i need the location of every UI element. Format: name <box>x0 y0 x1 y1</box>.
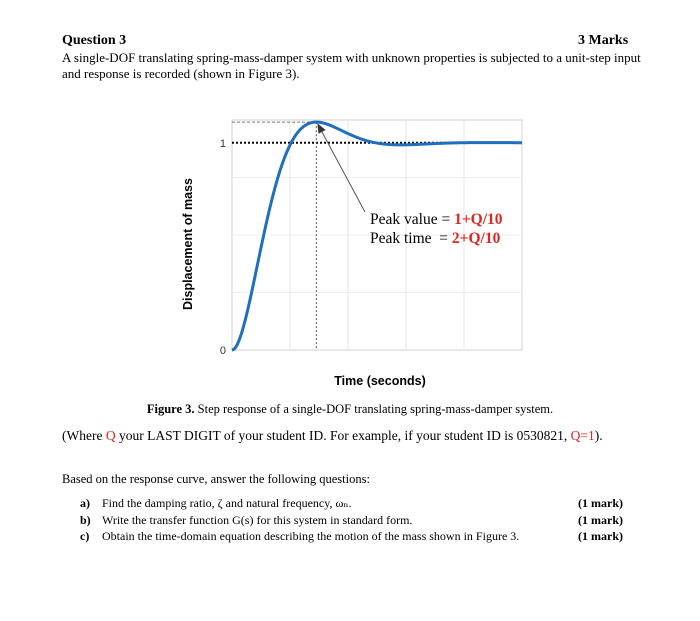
subquestion-a-mark: (1 mark) <box>578 496 623 510</box>
peak-time-label: Peak time = <box>370 230 452 247</box>
subquestion-text: Find the damping ratio, ζ and natural frequency, ωₙ. <box>102 496 352 510</box>
intro-line-2: and response is recorded (shown in Figure 3). <box>62 66 300 81</box>
subquestion-text: Write the transfer function G(s) for this system in standard form. <box>102 513 413 527</box>
figure-caption <box>0 402 700 417</box>
where-part2: your LAST DIGIT of your student ID. For example, if your student ID is 0530821, <box>115 428 571 443</box>
peak-time-expr: 2+Q/10 <box>451 230 501 247</box>
subquestion-c <box>80 529 519 544</box>
subquestion-c-mark: (1 mark) <box>578 529 623 543</box>
intro-line-1: A single-DOF translating spring-mass-damper system with unknown properties is subjected to a unit-step input <box>62 50 641 65</box>
subquestion-b <box>80 513 412 528</box>
where-part3: ). <box>594 428 603 443</box>
figure-caption-text: Step response of a single-DOF translating spring-mass-damper system. <box>194 402 554 416</box>
peak-value-expr: 1+Q/10 <box>454 211 503 228</box>
subquestion-letter: c) <box>80 529 90 543</box>
y-tick-1: 1 <box>219 137 226 150</box>
subquestion-text: Obtain the time-domain equation describing the motion of the mass shown in Figure 3. <box>102 529 520 543</box>
where-part1: (Where <box>62 428 106 443</box>
subquestion-a <box>80 496 352 511</box>
question-marks: 3 Marks <box>578 33 629 48</box>
peak-value-label: Peak value = <box>370 211 455 228</box>
student-id-note <box>62 428 603 444</box>
question-title: Question 3 <box>62 33 127 48</box>
peak-time-annotation <box>370 230 501 247</box>
subquestion-b-mark: (1 mark) <box>578 513 623 527</box>
instructions: Based on the response curve, answer the following questions: <box>62 472 370 486</box>
subquestion-letter: b) <box>80 513 91 527</box>
peak-value-annotation <box>370 211 503 228</box>
where-q-example: Q=1 <box>570 428 595 443</box>
figure-caption-label: Figure 3. <box>146 402 195 416</box>
x-axis-label: Time (seconds) <box>334 374 426 388</box>
y-tick-0: 0 <box>219 345 226 357</box>
subquestion-letter: a) <box>80 496 90 510</box>
where-q: Q <box>105 428 116 443</box>
y-axis-label: Displacement of mass <box>181 178 195 310</box>
